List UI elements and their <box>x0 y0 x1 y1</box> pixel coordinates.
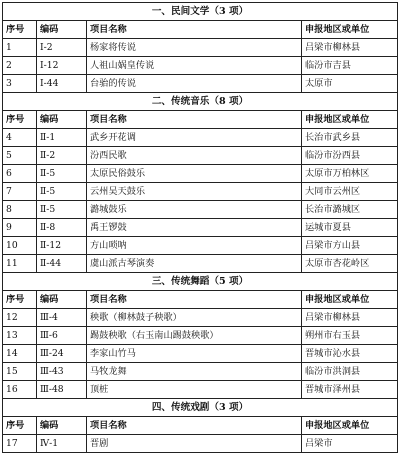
code-cell: Ⅱ-2 <box>37 147 87 165</box>
seq-cell: 17 <box>3 435 37 453</box>
region-cell: 临汾市吉县 <box>302 57 398 75</box>
document <box>2 2 397 453</box>
section-title: 一、民间文学（3 项） <box>3 3 398 21</box>
header-code: 编码 <box>37 111 87 129</box>
table-row <box>3 219 398 237</box>
heritage-table <box>2 2 398 453</box>
table-body <box>3 3 398 453</box>
table-row <box>3 237 398 255</box>
name-cell: 云州吴天鼓乐 <box>87 183 302 201</box>
code-cell: Ⅲ-6 <box>37 327 87 345</box>
code-cell: Ⅲ-24 <box>37 345 87 363</box>
name-cell: 汾西民歌 <box>87 147 302 165</box>
seq-cell: 9 <box>3 219 37 237</box>
seq-cell: 8 <box>3 201 37 219</box>
seq-cell: 13 <box>3 327 37 345</box>
region-cell: 朔州市右玉县 <box>302 327 398 345</box>
table-row <box>3 75 398 93</box>
name-cell: 禹王锣鼓 <box>87 219 302 237</box>
code-cell: Ⅰ-44 <box>37 75 87 93</box>
name-cell: 李家山竹马 <box>87 345 302 363</box>
seq-cell: 7 <box>3 183 37 201</box>
seq-cell: 2 <box>3 57 37 75</box>
seq-cell: 15 <box>3 363 37 381</box>
section-title: 四、传统戏剧（3 项） <box>3 399 398 417</box>
region-cell: 长治市武乡县 <box>302 129 398 147</box>
table-row <box>3 255 398 273</box>
name-cell: 马牧龙舞 <box>87 363 302 381</box>
table-row <box>3 165 398 183</box>
region-cell: 晋城市泽州县 <box>302 381 398 399</box>
code-cell: Ⅱ-8 <box>37 219 87 237</box>
name-cell: 顶桩 <box>87 381 302 399</box>
header-code: 编码 <box>37 21 87 39</box>
header-row <box>3 111 398 129</box>
table-row <box>3 345 398 363</box>
section-title-row <box>3 399 398 417</box>
table-row <box>3 39 398 57</box>
region-cell: 太原市万柏林区 <box>302 165 398 183</box>
section-title: 三、传统舞蹈（5 项） <box>3 273 398 291</box>
seq-cell: 16 <box>3 381 37 399</box>
code-cell: Ⅲ-48 <box>37 381 87 399</box>
seq-cell: 10 <box>3 237 37 255</box>
header-code: 编码 <box>37 291 87 309</box>
seq-cell: 11 <box>3 255 37 273</box>
region-cell: 吕梁市 <box>302 435 398 453</box>
header-code: 编码 <box>37 417 87 435</box>
code-cell: Ⅱ-1 <box>37 129 87 147</box>
header-region: 申报地区或单位 <box>302 111 398 129</box>
table-row <box>3 363 398 381</box>
region-cell: 临汾市洪洞县 <box>302 363 398 381</box>
seq-cell: 1 <box>3 39 37 57</box>
name-cell: 人祖山娲皇传说 <box>87 57 302 75</box>
code-cell: Ⅲ-43 <box>37 363 87 381</box>
region-cell: 晋城市沁水县 <box>302 345 398 363</box>
section-title-row <box>3 273 398 291</box>
region-cell: 临汾市汾西县 <box>302 147 398 165</box>
header-row <box>3 21 398 39</box>
section-title: 二、传统音乐（8 项） <box>3 93 398 111</box>
name-cell: 秧歌（柳林鼓子秧歌） <box>87 309 302 327</box>
region-cell: 大同市云州区 <box>302 183 398 201</box>
table-row <box>3 381 398 399</box>
header-name: 项目名称 <box>87 111 302 129</box>
region-cell: 长治市潞城区 <box>302 201 398 219</box>
region-cell: 运城市夏县 <box>302 219 398 237</box>
table-row <box>3 309 398 327</box>
seq-cell: 6 <box>3 165 37 183</box>
code-cell: Ⅱ-12 <box>37 237 87 255</box>
name-cell: 踢鼓秧歌（右玉南山踢鼓秧歌） <box>87 327 302 345</box>
code-cell: Ⅳ-1 <box>37 435 87 453</box>
name-cell: 方山唢呐 <box>87 237 302 255</box>
header-seq: 序号 <box>3 21 37 39</box>
section-title-row <box>3 3 398 21</box>
section-title-row <box>3 93 398 111</box>
region-cell: 吕梁市柳林县 <box>302 309 398 327</box>
table-row <box>3 435 398 453</box>
header-seq: 序号 <box>3 417 37 435</box>
code-cell: Ⅰ-12 <box>37 57 87 75</box>
code-cell: Ⅲ-4 <box>37 309 87 327</box>
seq-cell: 14 <box>3 345 37 363</box>
table-row <box>3 183 398 201</box>
table-row <box>3 327 398 345</box>
code-cell: Ⅱ-5 <box>37 165 87 183</box>
header-region: 申报地区或单位 <box>302 21 398 39</box>
region-cell: 太原市 <box>302 75 398 93</box>
name-cell: 太原民俗鼓乐 <box>87 165 302 183</box>
name-cell: 武乡开花调 <box>87 129 302 147</box>
header-name: 项目名称 <box>87 21 302 39</box>
name-cell: 台骀的传说 <box>87 75 302 93</box>
region-cell: 太原市杏花岭区 <box>302 255 398 273</box>
seq-cell: 4 <box>3 129 37 147</box>
seq-cell: 3 <box>3 75 37 93</box>
header-row <box>3 417 398 435</box>
region-cell: 吕梁市柳林县 <box>302 39 398 57</box>
name-cell: 潞城鼓乐 <box>87 201 302 219</box>
header-region: 申报地区或单位 <box>302 417 398 435</box>
table-row <box>3 57 398 75</box>
header-row <box>3 291 398 309</box>
region-cell: 吕梁市方山县 <box>302 237 398 255</box>
name-cell: 杨家将传说 <box>87 39 302 57</box>
table-row <box>3 147 398 165</box>
table-row <box>3 201 398 219</box>
code-cell: Ⅱ-5 <box>37 201 87 219</box>
table-row <box>3 129 398 147</box>
name-cell: 晋剧 <box>87 435 302 453</box>
code-cell: Ⅰ-2 <box>37 39 87 57</box>
name-cell: 虞山派古琴演奏 <box>87 255 302 273</box>
header-region: 申报地区或单位 <box>302 291 398 309</box>
seq-cell: 12 <box>3 309 37 327</box>
header-seq: 序号 <box>3 291 37 309</box>
code-cell: Ⅱ-44 <box>37 255 87 273</box>
header-seq: 序号 <box>3 111 37 129</box>
header-name: 项目名称 <box>87 291 302 309</box>
header-name: 项目名称 <box>87 417 302 435</box>
code-cell: Ⅱ-5 <box>37 183 87 201</box>
seq-cell: 5 <box>3 147 37 165</box>
